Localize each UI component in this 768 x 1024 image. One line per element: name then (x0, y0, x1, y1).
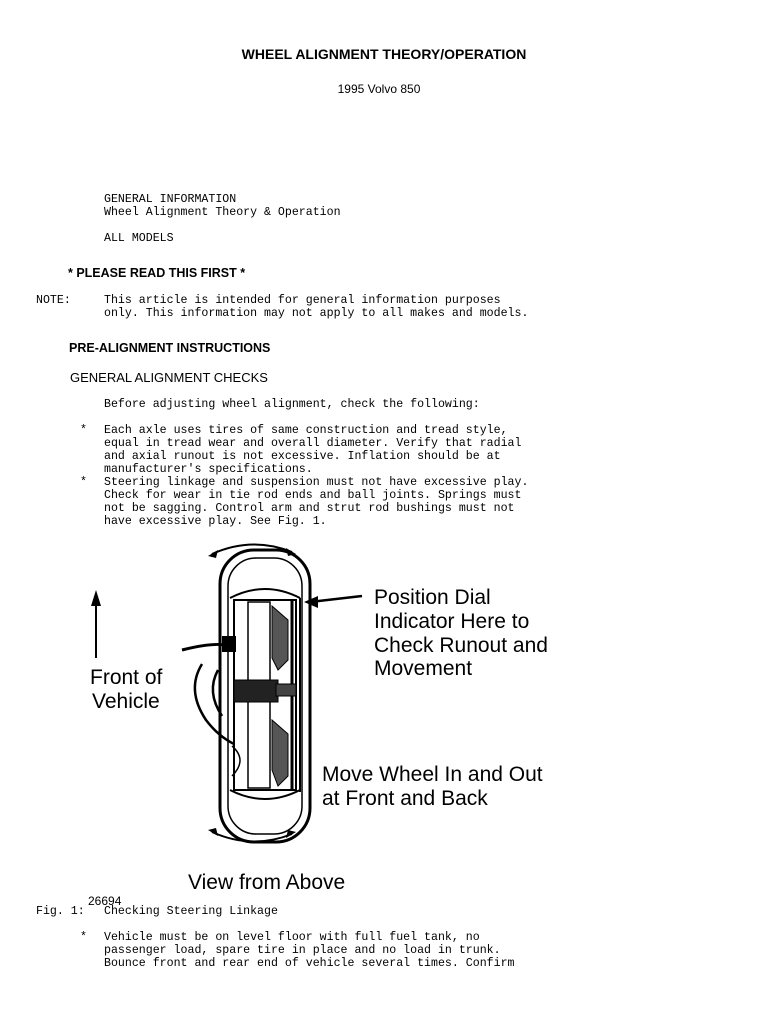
hub-assembly (234, 680, 278, 702)
intro-line-all-models: ALL MODELS (104, 232, 174, 245)
please-read-heading: * PLEASE READ THIS FIRST * (68, 266, 246, 280)
front-of-vehicle-label: Front of (90, 666, 163, 689)
page-title: WHEEL ALIGNMENT THEORY/OPERATION (241, 46, 527, 62)
bullet-marker: * (80, 931, 87, 944)
bullet-text-line: Each axle uses tires of same construction and tread style, (104, 424, 508, 437)
bullet-text-line: manufacturer's specifications. (104, 463, 313, 476)
move-wheel-label: Move Wheel In and Out (322, 763, 543, 786)
page-subtitle: 1995 Volvo 850 (337, 82, 421, 96)
front-of-vehicle-label: Vehicle (92, 690, 160, 713)
bullet-text-line: not be sagging. Control arm and strut rod bushings must not (104, 502, 515, 515)
move-wheel-label: at Front and Back (322, 787, 488, 810)
bullet-marker: * (80, 476, 87, 489)
position-dial-label: Movement (374, 657, 473, 680)
bullet-text-line: Check for wear in tie rod ends and ball joints. Springs must (104, 489, 522, 502)
bullet-text-line: passenger load, spare tire in place and no load in trunk. (104, 944, 501, 957)
position-dial-label: Check Runout and (374, 634, 548, 657)
bullet-marker: * (80, 424, 87, 437)
bullet-text-line: Vehicle must be on level floor with full fuel tank, no (104, 931, 480, 944)
bullet-text-line: have excessive play. See Fig. 1. (104, 515, 327, 528)
figure-caption-label: Fig. 1: (36, 905, 85, 918)
figure-number: 26694 (88, 894, 122, 908)
bullet-text-line: and axial runout is not excessive. Inflation should be at (104, 450, 501, 463)
bullet-text-line: Steering linkage and suspension must not have excessive play. (104, 476, 529, 489)
figure-caption-text: Checking Steering Linkage (104, 905, 278, 918)
steering-linkage-figure (82, 540, 574, 902)
tie-rod-end (222, 636, 236, 652)
bullet-text-line: equal in tread wear and overall diameter. Verify that radial (104, 437, 522, 450)
intro-line-general-information: GENERAL INFORMATION (104, 193, 237, 206)
general-alignment-checks-heading: GENERAL ALIGNMENT CHECKS (70, 370, 268, 385)
note-text-line: only. This information may not apply to all makes and models. (104, 307, 529, 320)
note-label: NOTE: (36, 294, 71, 307)
wheel-diagram (82, 540, 574, 902)
bullet-text-line: Bounce front and rear end of vehicle several times. Confirm (104, 957, 515, 970)
position-dial-label: Indicator Here to (374, 610, 530, 633)
checks-lead-text: Before adjusting wheel alignment, check the following: (104, 398, 480, 411)
position-dial-label: Position Dial (374, 586, 491, 609)
intro-line-theory: Wheel Alignment Theory & Operation (104, 206, 341, 219)
note-text-line: This article is intended for general information purposes (104, 294, 501, 307)
pre-alignment-heading: PRE-ALIGNMENT INSTRUCTIONS (69, 341, 271, 355)
view-from-above-label: View from Above (188, 871, 346, 894)
